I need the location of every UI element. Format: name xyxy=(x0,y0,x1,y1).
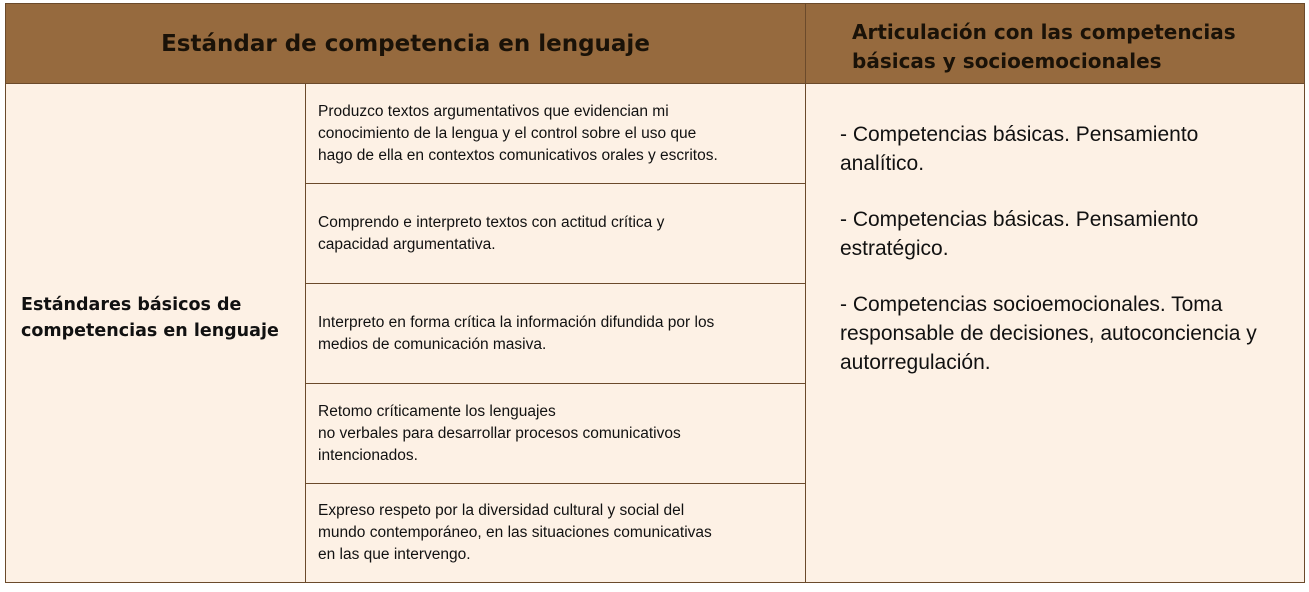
standards-category-line-1: Estándares básicos de xyxy=(21,295,242,315)
standard-row xyxy=(306,184,805,284)
table-header xyxy=(6,4,1304,84)
competency-item: - Competencias socioemocionales. Toma responsable de decisiones, autoconciencia y autorregulación. xyxy=(840,293,1257,374)
standard-row xyxy=(306,84,805,184)
standard-text: Expreso respeto por la diversidad cultural y social del mundo contemporáneo, en las situaciones comunicativas en las que intervengo. xyxy=(318,502,712,563)
standards-list xyxy=(306,84,806,582)
competency-item: - Competencias básicas. Pensamiento analítico. xyxy=(840,123,1199,175)
competency-table xyxy=(5,3,1305,583)
standards-category-line-2: competencias en lenguaje xyxy=(21,321,279,341)
standard-text: Produzco textos argumentativos que evidencian mi conocimiento de la lengua y el control sobre el uso que hago de ella en contextos comunicativos orales y escritos. xyxy=(318,102,718,164)
standards-category-cell xyxy=(6,84,306,582)
standard-text: Comprendo e interpreto textos con actitud crítica y capacidad argumentativa. xyxy=(318,213,665,253)
competency-item: - Competencias básicas. Pensamiento estratégico. xyxy=(840,208,1199,260)
header-standard-title: Estándar de competencia en lenguaje xyxy=(6,4,806,83)
standard-text: Retomo críticamente los lenguajes no verbales para desarrollar procesos comunicativos intencionados. xyxy=(318,402,681,464)
competencies-cell xyxy=(806,84,1304,582)
header-articulation-line-1: Articulación con las competencias xyxy=(852,20,1236,44)
standard-row xyxy=(306,284,805,384)
standard-text: Interpreto en forma crítica la información difundida por los medios de comunicación masiva. xyxy=(318,313,715,353)
standard-row xyxy=(306,484,805,582)
header-articulation-title xyxy=(806,4,1304,83)
standards-category-label xyxy=(21,292,279,344)
standard-row xyxy=(306,384,805,484)
header-articulation-line-2: básicas y socioemocionales xyxy=(852,49,1162,73)
